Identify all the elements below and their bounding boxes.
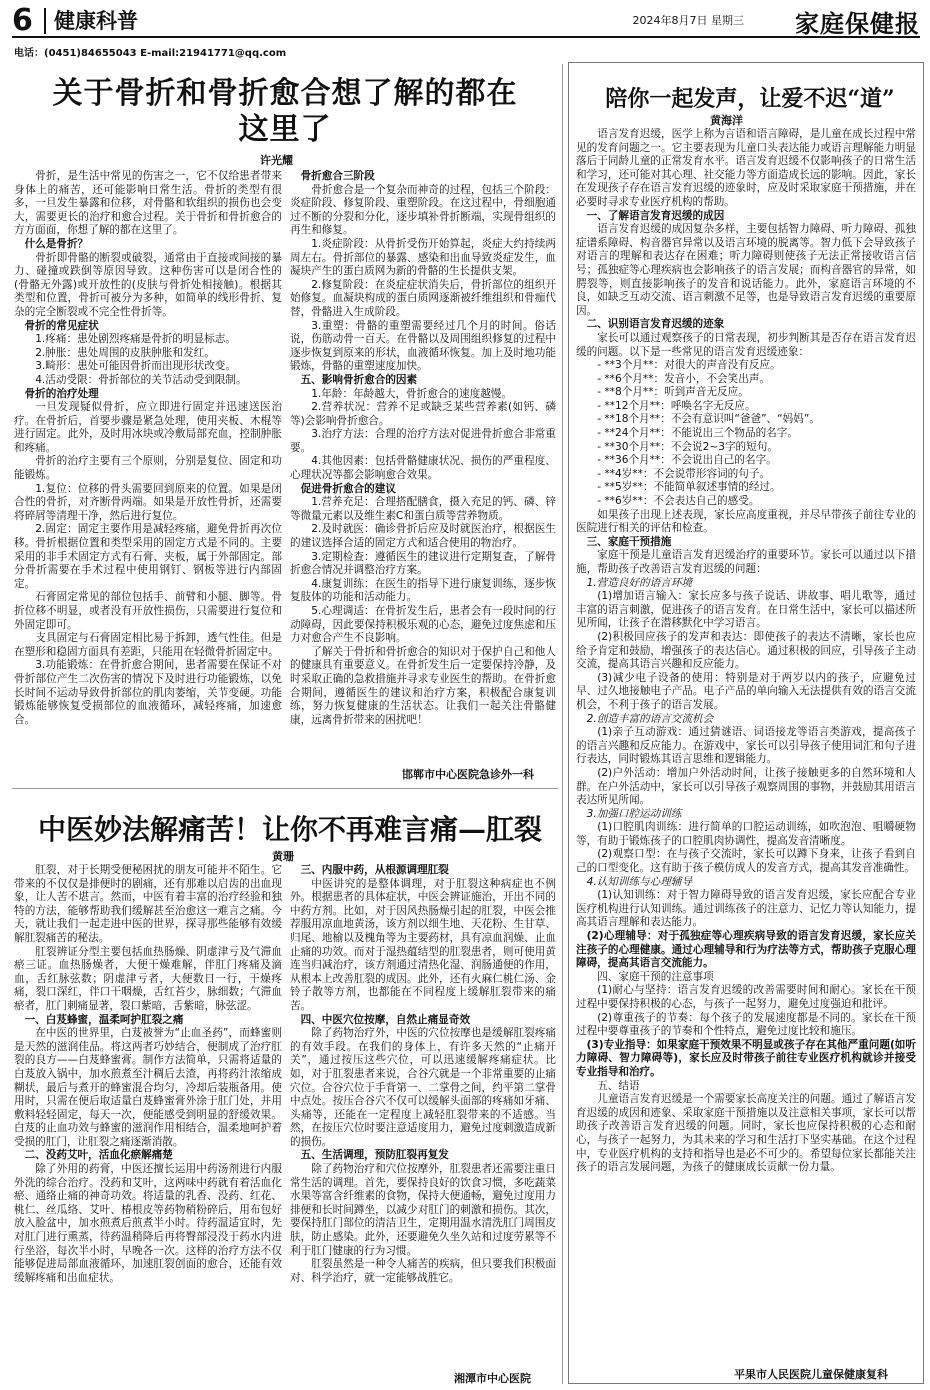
- section-name: 健康科普: [44, 8, 138, 34]
- paragraph: 骨折，是生活中常见的伤害之一，它不仅给患者带来身体上的痛苦，还可能影响日常生活。骨折的类型有很多，一旦发生暴露和位移，对骨骼和软组织的损伤也会变大，需要更长的治疗和愈合过程。关于骨折和骨折愈合的方方面面，你想了解的都在这里了。: [14, 170, 282, 237]
- section-heading: 三、家庭干预措施: [586, 535, 672, 548]
- paragraph: 家庭干预是儿童语言发育迟缓治疗的重要环节。家长可以通过以下措施，帮助孩子改善语言发育迟缓的问题：: [576, 549, 916, 575]
- article1-column-left: [14, 170, 282, 760]
- list-item: - **8个月**：听到声音无反应。: [597, 386, 749, 399]
- paragraph: 语言发育迟缓的成因复杂多样，主要包括智力障碍、听力障碍、孤独症谱系障碍、构音器官异常以及语言环境的脱离等。智力低下会导致孩子对语言的理解和表达存在困难；听力障碍则使孩子无法正常接收语言信号；孤独症等心理疾病也会影响孩子的语言发展；而构音器官的异常，如腭裂等，则直接影响孩子的发音和说话能力。此外，家庭语言环境的不良，如缺乏互动交流、语言刺激不足等，也是导致语言发育迟缓的重要原因。: [576, 223, 916, 317]
- paragraph: (2)积极回应孩子的发声和表达：即使孩子的表达不清晰，家长也应给予肯定和鼓励，增强孩子的表达信心。通过积极的回应，引导孩子主动交流，提高其语言兴趣和反应能力。: [576, 630, 916, 671]
- paragraph: 3.功能锻炼：在骨折愈合期间，患者需要在保证不对骨折部位产生二次伤害的情况下及时进行功能锻炼，以免长时间不运动导致骨折部位的肌肉萎缩，关节变硬。功能锻炼能够恢复受损部位的血液循环，减轻疼痛，加速愈合。: [14, 659, 282, 726]
- issue-date: 2024年8月7日 星期三: [632, 14, 744, 27]
- paragraph: 肛裂，对于长期受便秘困扰的朋友可能并不陌生。它带来的不仅仅是排便时的剧痛，还有那难以启齿的出血现象，让人苦不堪言。然而，中医有着丰富的治疗经验和独特的方法，能够帮助我们缓解甚至治愈这一难言之痛。今天，就让我们一起走进中医的世界，探寻那些能够有效缓解肛裂痛苦的秘法。: [14, 864, 282, 944]
- section-heading: 骨折的治疗处理: [24, 387, 99, 400]
- section-heading: (3)专业指导：如果家庭干预效果不明显或孩子存在其他严重问题(如听力障碍、智力障碍等)，家长应及时带孩子前往专业医疗机构就诊并接受专业指导和治疗。: [576, 1038, 916, 1078]
- paragraph: 肛裂辨证分型主要包括血热肠燥、阴虚津亏及气滞血瘀三证。血热肠燥者，大便干燥难解，伴肛门疼痛及滴血，舌红脉弦数；阴虚津亏者，大便数日一行，干燥疼痛，裂口深红，伴口干咽燥，舌红苔少，脉细数；气滞血瘀者，肛门刺痛显著，裂口紫暗，舌紫暗，脉弦涩。: [14, 945, 282, 1012]
- paragraph: 一旦发现疑似骨折，应立即进行固定并迅速送医治疗。在骨折后，首要步骤是紧急处理，使用夹板、木棍等进行固定。此外，及时用冰块或冷敷局部充血，控制肿胀和疼痛。: [14, 401, 282, 454]
- section-heading: 骨折愈合三阶段: [300, 170, 375, 182]
- article2-organization: 湘潭市中心医院: [454, 1372, 531, 1385]
- page-number: 6: [12, 3, 33, 38]
- paragraph: 4.其他因素：包括骨骼健康状况、损伤的严重程度、心理状况等都会影响愈合效果。: [290, 455, 556, 482]
- section-heading: (2)心理辅导：对于孤独症等心理疾病导致的语言发育迟缓，家长应关注孩子的心理健康。通过心理辅导和行为疗法等方式，帮助孩子克服心理障碍，提高其语言交流能力。: [576, 930, 916, 970]
- section-heading: 三、内服中药，从根源调理肛裂: [300, 864, 449, 876]
- subheading: 4.认知训练与心理辅导: [586, 875, 693, 888]
- section-heading: 一、了解语言发育迟缓的成因: [586, 209, 725, 222]
- page-header: [0, 0, 930, 44]
- article1-author: 许光耀: [260, 154, 293, 167]
- article1-title: 关于骨折和骨折愈合想了解的都在这里了: [52, 76, 518, 147]
- paragraph: 语言发育迟缓，医学上称为言语和语言障碍，是儿童在成长过程中常见的发育问题之一。它主要表现为儿童口头表达能力或语言理解能力明显落后于同龄儿童的正常发育水平。语言发育迟缓不仅影响孩子的日常生活和学习，还可能对其心理、社交能力等方面造成长远的影响。因此，家长在发现孩子存在语言发育迟缓的迹象时，应及时采取家庭干预措施，并在必要时寻求专业医疗机构的帮助。: [576, 128, 916, 208]
- paragraph: 4.康复训练：在医生的指导下进行康复训练，逐步恢复肢体的功能和活动能力。: [290, 577, 556, 604]
- header-rule: [12, 36, 920, 38]
- paragraph: (2)户外活动：增加户外活动时间，让孩子接触更多的自然环境和人群。在户外活动中，家长可以引导孩子观察周围的事物，并鼓励其用语言表达所见所闻。: [576, 766, 916, 807]
- list-item: - **18个月**：不会有意识叫“爸爸”、“妈妈”。: [597, 413, 820, 426]
- paragraph: (1)口腔肌肉训练：进行简单的口腔运动训练，如吹泡泡、咀嚼硬物等，有助于锻炼孩子的口腔肌肉协调性，提高发音清晰度。: [576, 821, 916, 847]
- paragraph: 家长可以通过观察孩子的日常表现，初步判断其是否存在语言发育迟缓的问题。以下是一些常见的语言发育迟缓迹象：: [576, 331, 916, 358]
- paragraph: 4.活动受限：骨折部位的关节活动受到限制。: [35, 373, 247, 386]
- list-item: - **6岁**：不会表达自己的感受。: [597, 495, 760, 508]
- paragraph: 支具固定与石膏固定相比易于拆卸，透气性佳。但是在塑形和稳固方面具有差距，只能用在轻微骨折固定中。: [14, 632, 282, 658]
- paragraph: 在中医的世界里，白芨被誉为“止血圣药”，而蜂蜜则是天然的滋润佳品。将这两者巧妙结合，便制成了治疗肛裂的良方——白芨蜂蜜膏。制作方法简单，只需将适量的白芨放入锅中，加水煎煮至汁稠后去渣，再将药汁浓缩成糊状，最后与煮开的蜂蜜混合均匀，冷却后装瓶备用。使用时，只需在便后取适量白芨蜂蜜膏外涂于肛门处，并用敷料轻轻固定，每天一次，便能感受到明显的舒缓效果。白芨的止血功效与蜂蜜的滋润作用相结合，温柔地呵护着受损的肛门，让肛裂之痛逐渐消散。: [14, 1027, 282, 1148]
- article2-author: 黄珊: [272, 850, 294, 863]
- paragraph: 儿童语言发育迟缓是一个需要家长高度关注的问题。通过了解语言发育迟缓的成因和迹象、采取家庭干预措施以及注意相关事项，家长可以帮助孩子改善语言发育迟缓的问题。同时，家长也应保持积极的心态和耐心，与孩子一起努力，为其未来的学习和生活打下坚实基础。在这个过程中，专业医疗机构的支持和指导也是必不可少的。希望每位家长都能关注孩子的语言发展问题，为孩子的健康成长贡献一份力量。: [576, 1093, 916, 1174]
- paragraph: 2.营养状况：营养不足或缺乏某些营养素(如钙、磷等)会影响骨折愈合。: [290, 401, 556, 427]
- list-item: - **5岁**：不能简单叙述事情的经过。: [597, 481, 781, 494]
- paragraph: 石膏固定常见的部位包括手、前臂和小腿、脚等。骨折位移不明显，或者没有开放性损伤，只需要进行复位和外固定即可。: [14, 591, 282, 631]
- paragraph: 1.年龄：年龄越大，骨折愈合的速度越慢。: [311, 387, 512, 400]
- article-divider: [12, 788, 558, 789]
- paragraph: (2)观察口型：在与孩子交流时，家长可以蹲下身来，让孩子看到自己的口型变化。这有助于孩子模仿成人的发音方式，提高其发音准确性。: [576, 848, 916, 875]
- article1-organization: 邯郸市中心医院急诊外一科: [402, 768, 534, 781]
- paragraph: (1)增加语言输入：家长应多与孩子说话、讲故事、唱儿歌等，通过丰富的语言刺激，促进孩子的语言发育。在日常生活中，家长可以描述所见所闻，让孩子在潜移默化中学习语言。: [576, 590, 916, 630]
- paragraph: (1)耐心与坚持：语言发育迟缓的改善需要时间和耐心。家长在干预过程中要保持积极的心态，与孩子一起努力，避免过度强迫和批评。: [576, 984, 916, 1010]
- paragraph: (1)认知训练：对于智力障碍导致的语言发育迟缓，家长应配合专业医疗机构进行认知训练。通过训练孩子的注意力、记忆力等认知能力，提高其语言理解和表达能力。: [576, 889, 916, 929]
- list-item: - **4岁**：不会说带形容词的句子。: [597, 467, 771, 480]
- paragraph: 除了外用的药膏，中医还擅长运用中药汤剂进行内服外洗的综合治疗。没药和艾叶，这两味中药就有着活血化瘀、通络止痛的神奇功效。将适量的乳香、没药、红花、桃仁、丝瓜络、艾叶、椿根皮等药物稍粉碎后，用布包好放入脸盆中，加水煎煮后煎煮半小时。待药温适宜时，先对肛门进行熏蒸，待药温稍降后再将臀部浸没于药水内进行坐浴，每次半小时，早晚各一次。这样的治疗方法不仅能够促进局部血液循环，加速肛裂创面的愈合，还能有效缓解疼痛和出血症状。: [14, 1163, 282, 1284]
- article3-author: 黄海洋: [710, 114, 743, 127]
- paragraph: 肛裂虽然是一种令人痛苦的疾病，但只要我们积极面对、科学治疗，就一定能够战胜它。: [290, 1258, 556, 1284]
- paragraph: 如果孩子出现上述表现，家长应高度重视，并尽早带孩子前往专业的医院进行相关的评估和检查。: [576, 508, 916, 535]
- article2-column-right: [290, 864, 556, 1366]
- paragraph: (1)亲子互动游戏：通过猜谜语、词语接龙等语言类游戏，提高孩子的语言兴趣和反应能力。在游戏中，家长可以引导孩子使用词汇和句子进行表达，同时锻炼其语言思维和逻辑能力。: [576, 726, 916, 766]
- list-item: - **24个月**：不能说出三个物品的名字。: [597, 427, 798, 440]
- paragraph: 1.疼痛：患处剧烈疼痛是骨折的明显标志。: [35, 333, 236, 346]
- paragraph: 3.重塑：骨骼的重塑需要经过几个月的时间。俗话说，伤筋动骨一百天。在骨骼以及周围组织修复的过程中逐步恢复到原来的形状，血液循环恢复。加上及时地功能锻炼，骨骼的重塑速度加快。: [290, 319, 556, 373]
- contact-info: 电话：(0451)84655043 E-mail:21941771@qq.com: [14, 48, 287, 59]
- paragraph: 5.心理调适：在骨折发生后，患者会有一段时间的行动障碍，因此要保持积极乐观的心态，避免过度焦虑和压力对愈合产生不良影响。: [290, 605, 556, 645]
- list-item: - **30个月**：不会说2~3字的短句。: [597, 440, 778, 453]
- article3-title: 陪你一起发声，让爱不迟“道”: [605, 86, 895, 112]
- article3-organization: 平果市人民医院儿童保健康复科: [734, 1368, 888, 1381]
- section-heading: 四、中医穴位按摩，自然止痛显奇效: [300, 1013, 471, 1026]
- subheading: 3.加强口腔运动训练: [586, 807, 682, 820]
- paragraph: (2)尊重孩子的节奏：每个孩子的发展速度都是不同的。家长在干预过程中要尊重孩子的节奏和个性特点，避免过度比较和施压。: [576, 1011, 916, 1038]
- paragraph: 骨折即骨骼的断裂或破裂，通常由于直接或间接的暴力、碰撞或跌倒等原因导致。这种伤害可以是闭合性的(骨骼无外露)或开放性的(皮肤与骨折处相接触)。根据其类型和位置，骨折可被分为多种，如简单的线形骨折、复杂的完全断裂或不完全性骨折等。: [14, 251, 282, 318]
- paragraph: 3.畸形：患处可能因骨折而出现形状改变。: [35, 360, 236, 373]
- section-heading: 二、没药艾叶，活血化瘀解痛楚: [24, 1149, 173, 1162]
- paragraph: 四、家庭干预的注意事项: [597, 970, 714, 983]
- paragraph: 骨折愈合是一个复杂而神奇的过程，包括三个阶段：炎症阶段、修复阶段、重塑阶段。在这过程中，骨细胞通过不断的分裂和分化，逐步填补骨折断端，实现骨组织的再生和修复。: [290, 183, 556, 237]
- paragraph: 2.肿胀：患处周围的皮肤肿胀和发红。: [35, 346, 215, 359]
- paragraph: 1.复位：位移的骨头需要回到原来的位置。如果是闭合性的骨折，对齐断骨两端。如果是开放性骨折，还需要将碎屑等清理干净，然后进行复位。: [14, 482, 282, 522]
- subheading: 1.营造良好的语言环境: [586, 576, 693, 589]
- article3-body: [576, 128, 916, 1356]
- newspaper-name: 家庭保健报: [795, 9, 920, 38]
- section-heading: 骨折的常见症状: [24, 319, 99, 332]
- column-divider: [562, 64, 563, 1384]
- paragraph: 3.治疗方法：合理的治疗方法对促进骨折愈合非常重要。: [290, 428, 556, 454]
- paragraph: 2.固定：固定主要作用是减轻疼痛，避免骨折再次位移。骨折根据位置和类型采用的固定方式是不同的。主要采用的非手术固定方式有石膏、夹板，属于外部固定。部分骨折需要在手术过程中使用钢钉、钢板等进行内部固定。: [14, 523, 282, 590]
- paragraph: 除了药物治疗外，中医的穴位按摩也是缓解肛裂疼痛的有效手段。在我们的身体上，有许多天然的“止痛开关”，通过按压这些穴位，可以迅速缓解疼痛症状。比如，对于肛裂患者来说，合谷穴就是一个非常重要的止痛穴位。合谷穴位于手背第一、二掌骨之间，约平第二掌骨中点处。按压合谷穴不仅可以缓解头面部的疼痛如牙痛、头痛等，还能在一定程度上减轻肛裂带来的不适感。当然，在按压穴位时要注意适度用力，避免过度刺激造成新的损伤。: [290, 1027, 556, 1148]
- list-item: - **36个月**：不会说出自己的名字。: [597, 454, 777, 467]
- subheading: 2.创造丰富的语言交流机会: [586, 712, 714, 725]
- list-item: - **3个月**：对很大的声音没有反应。: [597, 359, 781, 372]
- article2-title: 中医妙法解痛苦！让你不再难言痛—肛裂: [37, 813, 542, 846]
- section-heading: 五、生活调理，预防肛裂再复发: [300, 1149, 449, 1162]
- paragraph: 1.营养充足：合理搭配膳食，摄入充足的钙、磷、锌等微量元素以及维生素C和蛋白质等营养物质。: [290, 496, 556, 522]
- section-heading: 一、白芨蜂蜜，温柔呵护肛裂之痛: [24, 1013, 184, 1026]
- paragraph: 3.定期检查：遵循医生的建议进行定期复查，了解骨折愈合情况并调整治疗方案。: [290, 550, 556, 577]
- paragraph: 2.及时就医：确诊骨折后应及时就医治疗，根据医生的建议选择合适的固定方式和适合使用的物治疗。: [290, 523, 556, 550]
- section-heading: 二、识别语言发育迟缓的迹象: [586, 318, 725, 331]
- paragraph: 2.修复阶段：在炎症症状消失后，骨折部位的组织开始修复。血凝块构成的蛋白质网逐渐被纤维组织和骨痂代替，骨骼进入生成阶段。: [290, 278, 556, 318]
- list-item: - **12个月**：呼唤名字无反应。: [597, 399, 756, 412]
- paragraph: 中医讲究的是整体调理，对于肛裂这种病症也不例外。根据患者的具体症状，中医会辨证施治，开出不同的中药方剂。比如，对于因风热肠燥引起的肛裂，中医会推荐服用凉血地黄汤，该方剂以细生地、天花粉、生甘草、归尾、地榆以及槐角等为主要药材，具有凉血润燥、止血止痛的功效。而对于湿热蕴结型的肛裂患者，则可使用黄连当归减治疗，该方剂通过清热化湿、润肠通便的作用，从根本上改善肛裂的成因。此外，还有火麻仁桃仁汤、金铃子散等方剂，也都能在不同程度上缓解肛裂带来的痛苦。: [290, 877, 556, 1012]
- paragraph: 骨折的治疗主要有三个原则，分别是复位、固定和功能锻炼。: [14, 455, 282, 482]
- paragraph: 五、结语: [597, 1079, 640, 1092]
- list-item: - **6个月**：发音小，不会笑出声。: [597, 372, 771, 385]
- section-heading: 五、影响骨折愈合的因素: [300, 373, 418, 386]
- paragraph: (3)减少电子设备的使用：特别是对于两岁以内的孩子，应避免过早、过久地接触电子产品。电子产品的单向输入无法提供有效的语言交流机会，不利于孩子的语言发展。: [576, 671, 916, 711]
- paragraph: 了解关于骨折和骨折愈合的知识对于保护自己和他人的健康具有重要意义。在骨折发生后一定要保持冷静，及时采取正确的急救措施并寻求专业医生的帮助。在骨折愈合期间，遵循医生的建议和治疗方案，积极配合康复训练，努力恢复健康的生活状态。让我们一起关注骨骼健康，远离骨折带来的困扰吧！: [290, 645, 556, 726]
- paragraph: 除了药物治疗和穴位按摩外，肛裂患者还需要注重日常生活的调理。首先，要保持良好的饮食习惯，多吃蔬菜水果等富含纤维素的食物，保持大便通畅，避免过度用力排便和长时间蹲坐，以减少对肛门的刺激和损伤。其次，要保持肛门部位的清洁卫生，定期用温水清洗肛门周围皮肤，防止感染。此外，还要避免久坐久站和过度劳累等不利于肛门健康的行为习惯。: [290, 1163, 556, 1257]
- section-heading: 什么是骨折？: [24, 237, 89, 250]
- article2-column-left: [14, 864, 282, 1366]
- paragraph: 1.炎症阶段：从骨折受伤开始算起，炎症大约持续两周左右。骨折部位的暴露、感染和出血导致炎症发生，血凝块产生的蛋白质网为新的骨骼的生长提供支架。: [290, 237, 556, 278]
- article1-column-right: [290, 170, 556, 760]
- section-heading: 促进骨折愈合的建议: [300, 482, 396, 495]
- warning-signs-list: [576, 359, 916, 509]
